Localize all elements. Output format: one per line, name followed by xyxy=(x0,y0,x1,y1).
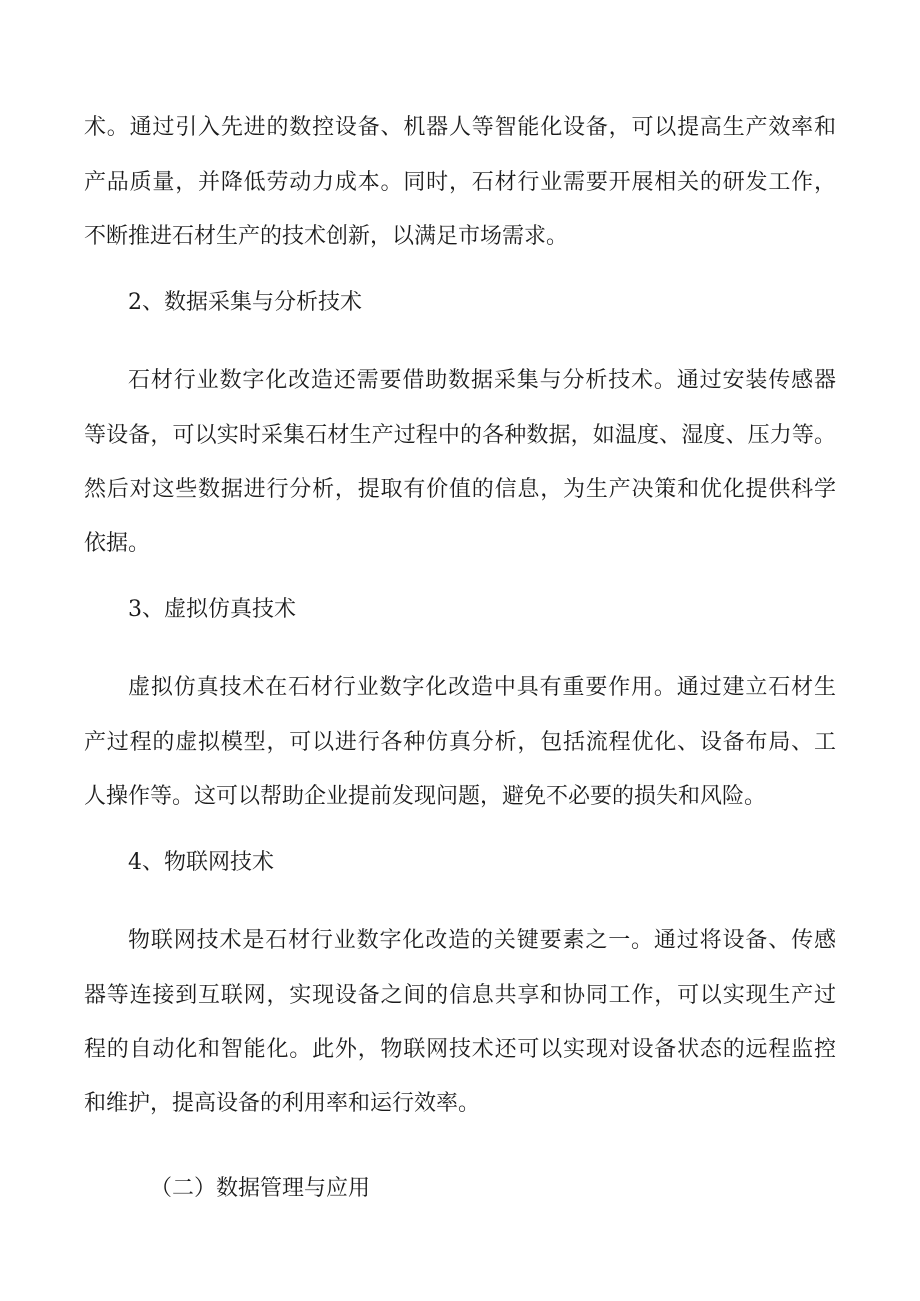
paragraph-1-line-2: 产品质量，并降低劳动力成本。同时，石材行业需要开展相关的研发工作， xyxy=(84,170,836,195)
paragraph-3-line-2: 产过程的虚拟模型，可以进行各种仿真分析，包括流程优化、设备布局、工 xyxy=(84,730,836,755)
paragraph-4-line-1: 物联网技术是石材行业数字化改造的关键要素之一。通过将设备、传感 xyxy=(128,928,836,953)
heading-virtual-simulation: 3、虚拟仿真技术 xyxy=(128,597,296,622)
paragraph-3-line-1: 虚拟仿真技术在石材行业数字化改造中具有重要作用。通过建立石材生 xyxy=(128,675,836,700)
paragraph-2-line-4: 依据。 xyxy=(84,531,151,556)
paragraph-2-line-1: 石材行业数字化改造还需要借助数据采集与分析技术。通过安装传感器 xyxy=(128,368,836,393)
heading-iot: 4、物联网技术 xyxy=(128,850,274,875)
paragraph-2-line-3: 然后对这些数据进行分析，提取有价值的信息，为生产决策和优化提供科学 xyxy=(84,477,836,502)
heading-data-collection: 2、数据采集与分析技术 xyxy=(128,290,362,315)
section-heading-data-management: （二）数据管理与应用 xyxy=(150,1176,371,1201)
paragraph-2-line-2: 等设备，可以实时采集石材生产过程中的各种数据，如温度、湿度、压力等。 xyxy=(84,423,836,448)
paragraph-4-line-3: 程的自动化和智能化。此外，物联网技术还可以实现对设备状态的远程监控 xyxy=(84,1037,836,1062)
paragraph-3-line-3: 人操作等。这可以帮助企业提前发现问题，避免不必要的损失和风险。 xyxy=(84,784,767,809)
paragraph-4-line-4: 和维护，提高设备的利用率和运行效率。 xyxy=(84,1091,481,1116)
paragraph-1-line-3: 不断推进石材生产的技术创新，以满足市场需求。 xyxy=(84,224,569,249)
paragraph-4-line-2: 器等连接到互联网，实现设备之间的信息共享和协同工作，可以实现生产过 xyxy=(84,983,836,1008)
paragraph-1-line-1: 术。通过引入先进的数控设备、机器人等智能化设备，可以提高生产效率和 xyxy=(84,115,836,140)
